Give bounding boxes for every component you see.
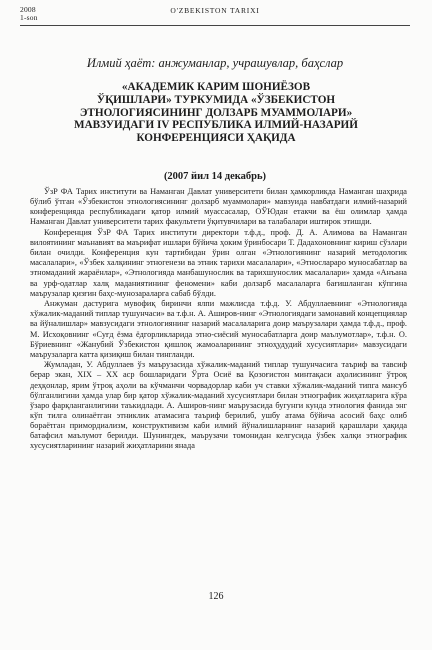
article-date: (2007 йил 14 декабрь) — [163, 171, 267, 182]
header-year: 2008 — [20, 5, 36, 14]
title-line: МАВЗУИДАГИ IV РЕСПУБЛИКА ИЛМИЙ-НАЗАРИЙ — [74, 119, 358, 132]
paragraph: ЎзР ФА Тарих институти ва Наманган Давлат университети билан ҳамкорликда Наманган шаҳрида бўлиб ўтган «Ўзбекистон этнологиясининг долзарб муаммолари» мавзуида навбатдаги илмий-назарий конференцияда республикадаги қатор илмий муассасалар, ОЎЮдан етакчи ва ёш олимлар ҳамда Наманган Давлат университети тарих факультети ўқитувчилари ва талабалари иштирок этишди. — [30, 187, 407, 227]
paragraph: Конференция ЎзР ФА Тарих институти директори т.ф.д., проф. Д. А. Алимова ва Наманган вилоятининг маънавият ва маърифат ишлари бўйича ҳоким ўринбосари Т. Дадахоновнинг кириш сўзлари билан очилди. Конференция кун тартибидан ўрин олган «Этнологиянинг назарий методологик масалалари», «Ўзбек халқининг этногенези ва этник тарихи масалалари», «Этнослараро муносабатлар ва этномаданий жараёнлар», «Этнологияда манбашунослик ва тарихшунослик масалалари» ҳамда «Анъана ва урф-одатлар халқ маданиятининг феномени» каби долзарб масалаларга бағишланган кўпгина маърузалар қизғин баҳс-мунозараларга сабаб бўлди. — [30, 227, 407, 298]
page-number: 126 — [208, 591, 224, 602]
title-line: «АКАДЕМИК КАРИМ ШОНИЁЗОВ — [121, 81, 311, 93]
article-body — [30, 187, 407, 452]
paragraph: Анжуман дастурига мувофиқ биринчи ялпи мажлисда т.ф.д. У. Абдуллаевнинг «Этнологияда хўжалик-маданий типлар тушунчаси» ва т.ф.н. А. Аширов-нинг «Этнологиядаги замонавий концепциялар ва йўналишлар» мавзусидаги этнологиянинг назарий масалаларига доир маърузалари ҳамда т.ф.д., проф. М. Исхоқовнинг «Суғд ёзма ёдгорликларида этно-сиёсий муносабатларга доир маълумотлар», т.ф.н. О. Бўриевнинг «Жанубий Ўзбекистон қишлоқ жамоаларининг этноҳудудий хусусиятлари» мавзусидаги маърузаларга катта қизиқиш билан тингланди. — [30, 299, 407, 359]
section-heading: Илмий ҳаёт: анжуманлар, учрашувлар, баҳслар — [86, 56, 344, 70]
header-issue: 1-son — [20, 13, 38, 22]
article-title — [40, 81, 392, 145]
journal-title: O'ZBEKISTON TARIXI — [170, 6, 260, 15]
title-line: КОНФЕРЕНЦИЯСИ ҲАҚИДА — [136, 132, 296, 145]
title-line: ЭТНОЛОГИЯСИНИНГ ДОЛЗАРБ МУАММОЛАРИ» — [79, 106, 353, 119]
paragraph: Жумладан, У. Абдуллаев ўз маърузасида хўжалик-маданий типлар тушунчасига таъриф ва тавсиф берар экан, XIX – XX аср бошларидаги Ўрта Осиё ва Қозоғистон минтақаси аҳолисининг ўтроқ деҳқонлар, ярим ўтроқ аҳоли ва кўчманчи чорвадорлар каби уч ставки хўжалик-маданий типга мансуб бўлганлигини ҳамда улар бир қатор хўжалик-маданий хусусиятлари билан этнографик жиҳатларига кўра ўзаро фарқланганлигини таъкидлади. А. Аширов-нинг маърузасида бугунги кунда этнология фанида энг кўп тилга олинаётган этниклик атамасига таъриф берилиб, ушбу атама бўйича асосий баҳс олиб бораётган примордиализм, конструктивизм каби илмий йўналишларнинг назарий қарашлари ҳақида батафсил маълумот берилди. Шунингдек, маърузачи томонидан келгусида ўзбек халқи этнографик хусусиятларининг назарий жиҳатларини янада — [30, 360, 407, 451]
header-rule — [20, 25, 410, 26]
title-line: ЎҚИШЛАРИ» ТУРКУМИДА «ЎЗБЕКИСТОН — [96, 93, 336, 106]
running-head — [20, 6, 410, 20]
